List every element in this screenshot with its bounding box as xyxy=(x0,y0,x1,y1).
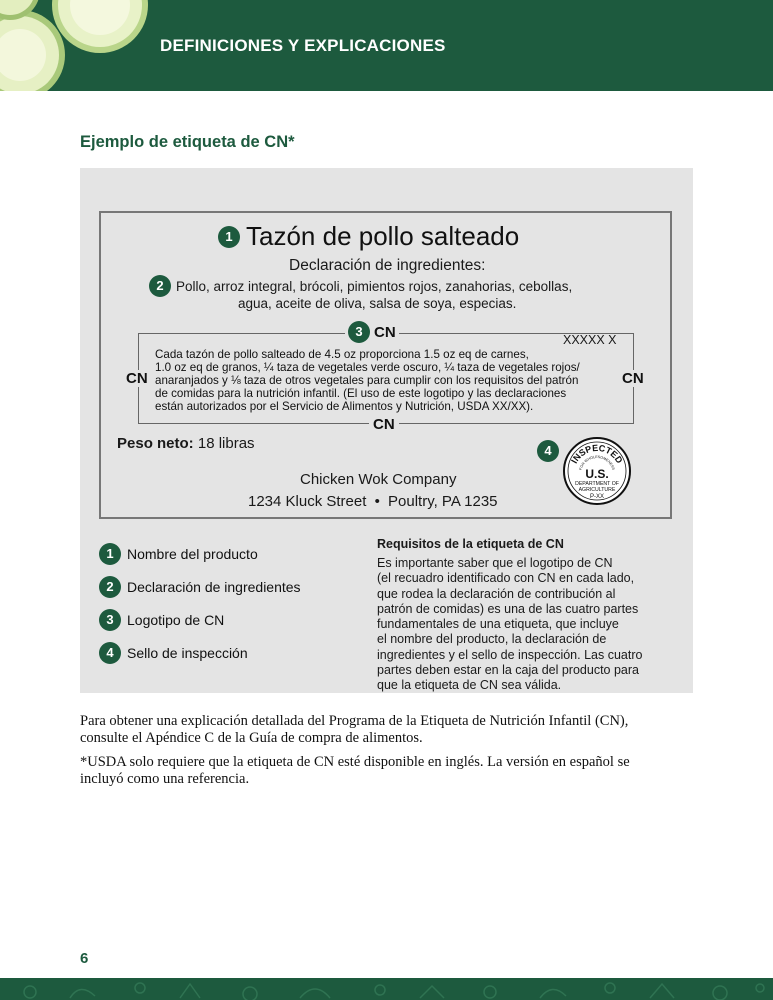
usda-inspection-seal xyxy=(562,436,632,506)
badge-3: 3 xyxy=(348,321,370,343)
legend-badge-1: 1 xyxy=(99,543,121,565)
requirements-line-8: partes deben estar en la caja del producto para xyxy=(377,663,639,678)
requirements-line-3: que rodea la declaración de contribución al xyxy=(377,586,616,601)
legend-item-3 xyxy=(99,609,224,631)
cn-top-mark xyxy=(345,321,399,343)
cn-statement-line-5: están autorizados por el Servicio de Alimentos y Nutrición, USDA XX/XX). xyxy=(155,400,534,413)
address-bullet: • xyxy=(374,493,380,510)
legend-text-2: Declaración de ingredientes xyxy=(127,579,301,595)
cn-statement-line-4: de comidas para la nutrición infantil. (El uso de este logotipo y las declaraciones xyxy=(155,387,567,400)
requirements-line-9: que la etiqueta de CN sea válida. xyxy=(377,678,562,693)
seal-dept-2: AGRICULTURE xyxy=(578,487,616,493)
company-name: Chicken Wok Company xyxy=(300,471,457,488)
net-weight xyxy=(117,435,255,452)
seal-dept-1: DEPARTMENT OF xyxy=(575,481,619,487)
ingredients-line-1: Pollo, arroz integral, brócoli, pimientos rojos, zanahorias, cebollas, xyxy=(176,279,573,294)
seal-us: U.S. xyxy=(585,467,609,481)
legend-item-2 xyxy=(99,576,301,598)
legend-badge-4: 4 xyxy=(99,642,121,664)
seal-wholesomeness: FOR WHOLESOMENESS xyxy=(578,454,616,471)
cn-right-mark: CN xyxy=(618,370,648,387)
seal-inspected: INSPECTED xyxy=(569,442,625,466)
requirements-line-4: patrón de comidas) es una de las cuatro partes xyxy=(377,601,639,616)
footnote-2-line-1: *USDA solo requiere que la etiqueta de CN esté disponible en inglés. La versión en español se xyxy=(80,754,630,770)
cn-statement xyxy=(155,348,620,413)
ingredients-heading: Declaración de ingredientes: xyxy=(289,257,486,274)
requirements-line-2: (el recuadro identificado con CN en cada lado, xyxy=(377,571,635,586)
header-title: DEFINICIONES Y EXPLICACIONES xyxy=(160,36,446,55)
badge-4: 4 xyxy=(537,440,559,462)
cn-statement-line-3: anaranjados y ⅛ taza de otros vegetales para cumplir con los requisitos del patrón xyxy=(155,374,579,387)
cn-bottom-mark: CN xyxy=(369,416,399,433)
cn-statement-line-2: 1.0 oz eq de granos, ¼ taza de vegetales verde oscuro, ¼ taza de vegetales rojos/ xyxy=(155,361,580,374)
requirements-line-1: Es importante saber que el logotipo de CN xyxy=(377,556,613,570)
cn-statement-line-1: Cada tazón de pollo salteado de 4.5 oz proporciona 1.5 oz eq de carnes, xyxy=(155,348,529,361)
requirements-line-5: fundamentales de una etiqueta, que incluye xyxy=(377,617,619,632)
address-city: Poultry, PA 1235 xyxy=(388,493,498,510)
cn-left-mark: CN xyxy=(122,370,152,387)
requirements-line-7: ingredientes y el sello de inspección. Las cuatro xyxy=(377,647,643,662)
legend-item-1 xyxy=(99,543,258,565)
cn-number: XXXXX X xyxy=(563,333,617,347)
footnote-2-line-2: incluyó como una referencia. xyxy=(80,771,250,787)
footnote-1-line-2: consulte el Apéndice C de la Guía de compra de alimentos. xyxy=(80,730,423,746)
cucumber-slices-image xyxy=(0,0,150,91)
legend-text-4: Sello de inspección xyxy=(127,645,248,661)
legend-badge-2: 2 xyxy=(99,576,121,598)
legend-text-1: Nombre del producto xyxy=(127,546,258,562)
footnote-cn-explanation xyxy=(80,713,700,747)
requirements-title: Requisitos de la etiqueta de CN xyxy=(377,537,564,551)
net-weight-label: Peso neto: xyxy=(117,435,194,452)
product-name: Tazón de pollo salteado xyxy=(246,221,520,251)
seal-code: P-XX xyxy=(589,494,605,500)
badge-1: 1 xyxy=(218,226,240,248)
footnote-usda-language xyxy=(80,754,700,788)
company-address xyxy=(248,493,498,510)
cn-top-text: CN xyxy=(374,323,396,341)
page-number: 6 xyxy=(80,950,89,967)
footnote-1-line-1: Para obtener una explicación detallada del Programa de la Etiqueta de Nutrición Infantil (CN), xyxy=(80,713,629,729)
badge-2: 2 xyxy=(149,275,171,297)
section-title: Ejemplo de etiqueta de CN* xyxy=(80,133,295,151)
legend-text-3: Logotipo de CN xyxy=(127,612,225,628)
requirements-body xyxy=(377,556,677,694)
ingredients-line-2: agua, aceite de oliva, salsa de soya, especias. xyxy=(238,296,517,311)
net-weight-value: 18 libras xyxy=(197,435,255,452)
footer-band xyxy=(0,978,773,1000)
legend-badge-3: 3 xyxy=(99,609,121,631)
requirements-line-6: el nombre del producto, la declaración de xyxy=(377,632,607,647)
address-street: 1234 Kluck Street xyxy=(248,493,367,510)
legend-item-4 xyxy=(99,642,248,664)
